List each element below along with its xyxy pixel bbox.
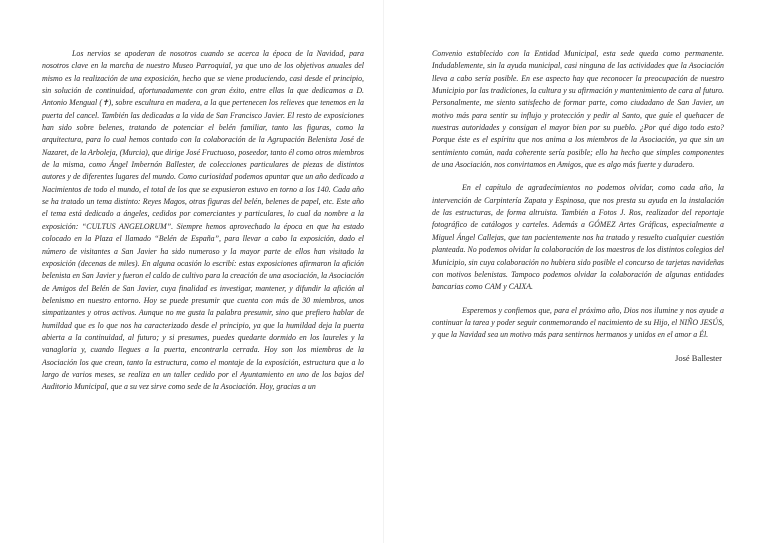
right-paragraph-1: Convenio establecido con la Entidad Municipal, esta sede queda como permanente. Indudablemente, sin la ayuda municipal, casi ninguna de las actividades que la Asociación lleva a cabo sería posible. En ese aspecto hay que reconocer la preocupación de nuestro Municipio por las tradiciones, la cultura y su afirmación y mantenimiento de cara al futuro. Personalmente, me siento satisfecho de formar parte, como ciudadano de San Javier, un motivo más para sentir su influjo y protección y pedir al Santo, que guíe el quehacer de nuestras autoridades y consigan el mayor bien por su pueblo. ¿Por qué digo todo esto? Porque éste es el espíritu que nos anima a los miembros de la Asociación, ya que sin un sentimiento común, nada coherente sería posible; ello ha hecho que simples componentes de una Asociación, nos convirtamos en Amigos, que es algo más fuerte y duradero. (432, 49, 724, 170)
signature: José Ballester (675, 352, 722, 363)
right-paragraph-2: En el capítulo de agradecimientos no podemos olvidar, como cada año, la intervención de Carpintería Zapata y Espinosa, que nos presta su ayuda en la instalación de las estructuras, de forma altruista. También a Fotos J. Ros, realizador del reportaje fotográfico de catálogos y carteles. Además a GÓMEZ Artes Gráficas, especialmente a Miguel Ángel Callejas, que tan pacientemente nos ha tratado y resuelto cualquier cuestión planteada. No podemos olvidar la colaboración de los maestros de los distintos colegios del Municipio, sin cuya colaboración no hubiera sido posible el concurso de tarjetas navideñas con motivos belenistas. Tampoco podemos olvidar la colaboración de algunas entidades bancarias como CAM y CAIXA. (432, 183, 724, 292)
left-paragraph-1: Los nervios se apoderan de nosotros cuando se acerca la época de la Navidad, para nosotros clave en la marcha de nuestro Museo Parroquial, ya que uno de los objetivos anuales del mismo es la realización de una exposición, hecho que se viene produciendo, casi desde el principio, sin solución de continuidad, afortunadamente con gran éxito, entre ellas la que dedicamos a D. Antonio Mengual (✝), sobre escultura en madera, a la que pertenecen los relieves que tenemos en la puerta del cancel. También las dedicadas a la vida de San Francisco Javier. El resto de exposiciones han sido sobre belenes, tratando de potenciar el belén familiar, tanto las figuras, como la arquitectura, para lo cual hemos contado con la colaboración de la Agrupación Belenista José de Nazaret, de la Arboleja, (Murcia), que dirige José Fructuoso, poseedor, tanto él como otros miembros de la misma, como Ángel Imbernón Ballester, de colecciones particulares de piezas de distintos autores y de diferentes lugares del mundo. Como curiosidad podemos apuntar que un año dedicado a Nacimientos de todo el mundo, el total de los que se expusieron estuvo en torno a los 140. Cada año se ha tratado un tema distinto: Reyes Magos, otras figuras del belén, belenes de papel, etc. Este año el tema está dedicado a ángeles, cedidos por comerciantes y particulares, lo cual da nombre a la exposición: “CULTUS ANGELORUM”. Siempre hemos aprovechado la época en que ha estado colocado en la Plaza el llamado “Belén de España”, para llevar a cabo la exposición, dado el número de visitantes a San Javier ha sido numeroso y la mayor parte de ellos han visitado la exposición (decenas de miles). En alguna ocasión lo escribí: estas exposiciones afirmaron la afición belenista en San Javier y fueron el caldo de cultivo para la creación de una asociación, la Asociación de Amigos del Belén de San Javier, cuya finalidad es investigar, mantener, y difundir la afición al belenismo en nuestro entorno. Hoy se puede presumir que cuenta con más de 30 miembros, unos simpatizantes y otros activos. Aunque no me gusta la palabra presumir, sino que prefiero hablar de humildad que es lo que nos ha caracterizado desde el principio, ya que la humildad deja la puerta abierta a la continuidad, al futuro; y si presumes, puedes quedarte dormido en los laureles y la vanagloria y, cuando llegues a la puerta, encontrarla cerrada. Hoy son los miembros de la Asociación los que crean, tanto la estructura, como el montaje de la exposición, estructura que a lo largo de varios meses, se realiza en un taller cedido por el Ayuntamiento en uno de los bajos del Auditorio Municipal, que a su vez sirve como sede de la Asociación. Hoy, gracias a un (42, 49, 364, 392)
right-paragraph-3: Esperemos y confiemos que, para el próximo año, Dios nos ilumine y nos ayude a continuar la tarea y poder seguir conmemorando el nacimiento de su Hijo, el NIÑO JESÚS, y que la Navidad sea un motivo más para sentirnos hermanos y unidos en el amor a Él. (432, 305, 724, 340)
right-page (384, 0, 768, 543)
